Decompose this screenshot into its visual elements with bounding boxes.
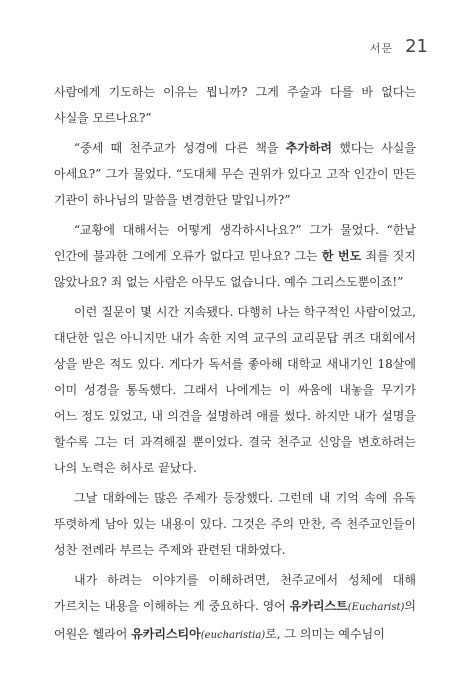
running-header xyxy=(370,36,428,57)
text-run: 의 어원은 헬라어 xyxy=(54,599,416,641)
text-run: 이런 질문이 몇 시간 지속됐다. 다행히 나는 학구적인 사람이었고, 대단한 일은 아니지만 내가 속한 지역 교구의 교리문답 퀴즈 대회에서 상을 받은 적도 있다. 게다가 독서를 좋아해 대학교 새내기인 18살에 이미 성경을 통독했다. 그래서 나에게는 이 싸움에 내놓을 무기가 어느 정도 있었고, 내 의견을 설명하려 애를 썼다. 하지만 내가 설명을 할수록 그는 더 과격해질 뿐이었다. 결국 천주교 신앙을 변호하려는 나의 노력은 허사로 끝났다. xyxy=(54,305,416,475)
bold-emphasis: 유카리스트 xyxy=(289,599,348,613)
text-run: 로, 그 의미는 예수님이 xyxy=(265,627,385,641)
italic-term: (eucharistia) xyxy=(200,630,266,641)
bold-emphasis: 추가하려 xyxy=(285,141,333,155)
text-run: 내가 하려는 이야기를 이해하려면, 천주교에서 성체에 대해 가르치는 내용을 이해하는 게 중요하다. 영어 xyxy=(54,573,416,613)
paragraph xyxy=(54,135,416,213)
italic-term: (Eucharist) xyxy=(347,602,405,613)
text-run: 사람에게 기도하는 이유는 뭡니까? 그게 주술과 다를 바 없다는 사실을 모르나요?” xyxy=(54,85,416,125)
paragraph xyxy=(54,79,416,131)
bold-emphasis: 유카리스티아 xyxy=(131,627,201,641)
running-header-section-title: 서문 xyxy=(369,42,394,55)
text-run: 죄를 짓지 않았나요? 죄 없는 사람은 아무도 없습니다. 예수 그리스도뿐이죠!” xyxy=(54,249,416,289)
text-run: 했다는 사실을 아세요?” 그가 물었다. “도대체 무슨 권위가 있다고 고작 인간이 만든 기관이 하나님의 말씀을 변경한단 말입니까?” xyxy=(54,141,416,207)
page-number: 21 xyxy=(405,36,428,57)
paragraph xyxy=(54,299,416,481)
body-text xyxy=(54,79,416,653)
bold-emphasis: 한 번도 xyxy=(321,249,362,263)
text-run: 그날 대화에는 많은 주제가 등장했다. 그런데 내 기억 속에 유독 뚜렷하게 남아 있는 내용이 있다. 그것은 주의 만찬, 즉 천주교인들이 성찬 전례라 부르는 주제와 관련된 대화였다. xyxy=(54,491,416,557)
paragraph xyxy=(54,567,416,649)
paragraph xyxy=(54,485,416,563)
text-run: “중세 때 천주교가 성경에 다른 책을 xyxy=(74,141,286,155)
text-run: “교황에 대해서는 어떻게 생각하시나요?” 그가 물었다. “한낱 인간에 불과한 그에게 오류가 없다고 믿나요? 그는 xyxy=(54,223,416,263)
paragraph xyxy=(54,217,416,295)
